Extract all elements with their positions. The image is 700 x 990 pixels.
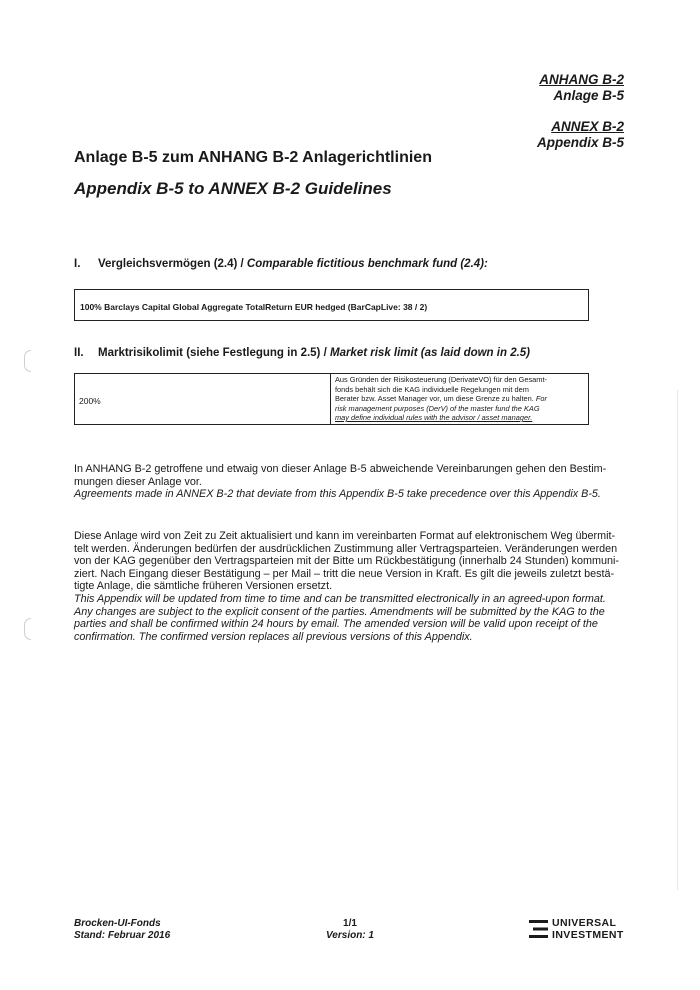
- appendix-label-en: Appendix B-5: [536, 135, 624, 150]
- universal-investment-logo-icon: [529, 919, 549, 940]
- punch-hole-mark-lower: [24, 618, 31, 640]
- precedence-de-line-1: In ANHANG B-2 getroffene und etwaig von dieser Anlage B-5 abweichende Vereinbarungen gehen den Bestim-: [74, 463, 607, 475]
- section-2-title-de: Marktrisikolimit (siehe Festlegung in 2.5) /: [98, 347, 330, 359]
- section-1-title-en: Comparable fictitious benchmark fund (2.4):: [246, 258, 488, 270]
- update-en-line-4: confirmation. The confirmed version replaces all previous versions of this Appendix.: [74, 630, 473, 643]
- note-line-3: [335, 394, 587, 404]
- logo-line-1: UNIVERSAL: [552, 917, 617, 929]
- logo-line-2: INVESTMENT: [552, 928, 624, 941]
- update-en-line-2: Any changes are subject to the explicit consent of the parties. Amendments will be submitted by the KAG to the: [74, 605, 605, 618]
- page-title-en: Appendix B-5 to ANNEX B-2 Guidelines: [74, 179, 392, 198]
- footer-logo-text: [552, 918, 624, 941]
- footer-version: Version: 1: [326, 929, 374, 941]
- note-line-5: may define individual rules with the advisor / asset manager.: [335, 413, 533, 422]
- update-de-line-1: Diese Anlage wird von Zeit zu Zeit aktualisiert und kann im vereinbarten Format auf elektronischem Weg übermit-: [74, 530, 616, 542]
- footer-fund-name: Brocken-UI-Fonds: [74, 918, 161, 929]
- page-title-de: Anlage B-5 zum ANHANG B-2 Anlagerichtlinien: [74, 149, 432, 166]
- annex-reference-en: [537, 119, 624, 151]
- footer-page-number: 1/1: [343, 918, 357, 929]
- note-line-3-de: Berater bzw. Asset Manager vor, um diese Grenze zu halten.: [335, 394, 534, 403]
- note-line-3-en: For: [533, 394, 547, 403]
- annex-label-de: ANHANG B-2: [539, 72, 624, 87]
- precedence-de-line-2: mungen dieser Anlage vor.: [74, 475, 202, 488]
- section-1-heading: [74, 258, 488, 270]
- section-2-title-en: Market risk limit (as laid down in 2.5): [329, 347, 531, 359]
- update-en-line-3: parties and shall be confirmed within 24 hours by email. The amended version will be valid upon receipt of the: [74, 618, 598, 631]
- footer-left: [74, 918, 170, 941]
- note-line-1: Aus Gründen der Risikosteuerung (DerivateVO) für den Gesamt-: [335, 375, 547, 384]
- note-line-4: risk management purposes (DerV) of the master fund the KAG: [335, 403, 540, 413]
- update-paragraph: [74, 530, 622, 643]
- section-2-number: II.: [74, 347, 84, 359]
- market-risk-limit-cell: [75, 374, 331, 424]
- market-risk-table: [74, 373, 589, 425]
- market-risk-limit-value: 200%: [79, 396, 101, 406]
- punch-hole-mark-upper: [24, 350, 31, 372]
- scan-edge-line: [677, 390, 678, 890]
- annex-reference-de: [539, 72, 624, 104]
- annex-label-en: ANNEX B-2: [551, 119, 624, 134]
- section-1-title-de: Vergleichsvermögen (2.4) /: [98, 258, 247, 270]
- update-de-line-3: von der KAG gegenüber den Vertragsparteien mit der Bitte um Rückbestätigung (innerhalb 24 Stunden) kommuni-: [74, 555, 619, 568]
- section-2-heading: [74, 347, 530, 359]
- footer-stand-date: Stand: Februar 2016: [74, 929, 171, 941]
- update-de-line-5: tigte Anlage, die sämtliche früheren Versionen ersetzt.: [74, 580, 333, 593]
- precedence-en-line-1: Agreements made in ANNEX B-2 that deviate from this Appendix B-5 take precedence over this Appendix B-5.: [74, 488, 601, 501]
- market-risk-note-cell: [332, 375, 587, 423]
- update-de-line-4: ziert. Nach Eingang dieser Bestätigung – per Mail – tritt die neue Version in Kraft. Es gilt die jeweils zuletzt bestä-: [74, 567, 615, 580]
- section-1-number: I.: [74, 258, 81, 270]
- update-de-line-2: telt werden. Änderungen bedürfen der ausdrücklichen Zustimmung aller Vertragsparteien. Veränderungen werden: [74, 542, 618, 555]
- benchmark-box: [74, 289, 589, 321]
- update-en-line-1: This Appendix will be updated from time to time and can be transmitted electronically in an agreed-upon format.: [74, 592, 606, 605]
- note-line-2: fonds behält sich die KAG individuelle Regelungen mit dem: [335, 384, 529, 394]
- precedence-paragraph: [74, 463, 622, 501]
- footer-center: [326, 918, 374, 941]
- benchmark-text: 100% Barclays Capital Global Aggregate TotalReturn EUR hedged (BarCapLive: 38 / 2): [80, 302, 428, 312]
- appendix-label-de: Anlage B-5: [553, 88, 624, 103]
